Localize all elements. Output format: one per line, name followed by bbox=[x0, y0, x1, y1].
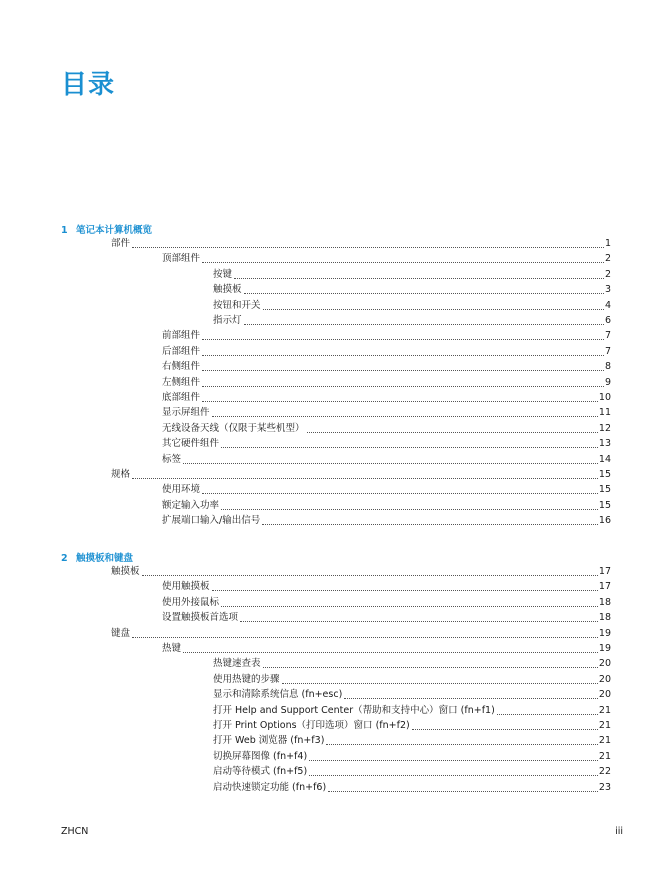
dot-leader bbox=[221, 594, 598, 607]
toc-entry[interactable] bbox=[162, 482, 611, 496]
page-title: 目录 bbox=[61, 70, 116, 100]
dot-leader bbox=[344, 686, 598, 699]
toc-entry-page: 1 bbox=[604, 238, 611, 249]
toc-entry-page: 18 bbox=[598, 612, 611, 623]
toc-entry-label: 额定输入功率 bbox=[162, 500, 220, 511]
toc-entry[interactable] bbox=[213, 313, 611, 327]
toc-entry-page: 2 bbox=[604, 269, 611, 280]
dot-leader bbox=[212, 578, 598, 591]
dot-leader bbox=[221, 435, 598, 448]
dot-leader bbox=[309, 763, 598, 776]
toc-entry[interactable] bbox=[213, 687, 611, 701]
chapter-title: 触摸板和键盘 bbox=[76, 553, 134, 564]
dot-leader bbox=[262, 512, 598, 525]
dot-leader bbox=[212, 404, 598, 417]
toc-entry-page: 8 bbox=[604, 361, 611, 372]
dot-leader bbox=[202, 358, 604, 371]
toc-entry[interactable] bbox=[213, 267, 611, 281]
dot-leader bbox=[132, 466, 598, 479]
toc-entry[interactable] bbox=[162, 436, 611, 450]
dot-leader bbox=[497, 702, 598, 715]
toc-entry-label: 热键速查表 bbox=[213, 658, 261, 669]
chapter-number: 2 bbox=[61, 553, 68, 564]
toc-entry[interactable] bbox=[162, 328, 611, 342]
dot-leader bbox=[132, 625, 598, 638]
toc-entry-page: 20 bbox=[598, 689, 611, 700]
toc-entry-page: 7 bbox=[604, 330, 611, 341]
footer-page-number: iii bbox=[615, 826, 623, 837]
dot-leader bbox=[282, 671, 598, 684]
toc-entry[interactable] bbox=[162, 405, 611, 419]
toc-entry[interactable] bbox=[111, 626, 611, 640]
toc-entry-label: 使用热键的步骤 bbox=[213, 674, 280, 685]
toc-entry[interactable] bbox=[162, 498, 611, 512]
toc-entry-page: 15 bbox=[598, 469, 611, 480]
toc-entry-label: 按键 bbox=[213, 269, 233, 280]
toc-entry-page: 19 bbox=[598, 628, 611, 639]
toc-entry-label: 前部组件 bbox=[162, 330, 201, 341]
dot-leader bbox=[142, 563, 598, 576]
dot-leader bbox=[244, 281, 604, 294]
toc-entry[interactable] bbox=[162, 344, 611, 358]
toc-entry[interactable] bbox=[162, 251, 611, 265]
toc-entry-label: 左侧组件 bbox=[162, 377, 201, 388]
toc-entry-page: 21 bbox=[598, 720, 611, 731]
toc-entry-page: 23 bbox=[598, 782, 611, 793]
toc-entry[interactable] bbox=[111, 564, 611, 578]
toc-entry-page: 21 bbox=[598, 705, 611, 716]
toc-entry-label: 启动快速锁定功能 (fn+f6) bbox=[213, 782, 327, 793]
toc-entry[interactable] bbox=[213, 282, 611, 296]
toc-entry-label: 热键 bbox=[162, 643, 182, 654]
toc-entry-page: 17 bbox=[598, 566, 611, 577]
toc-entry-label: 顶部组件 bbox=[162, 253, 201, 264]
footer-language: ZHCN bbox=[61, 826, 89, 837]
toc-entry-label: 部件 bbox=[111, 238, 131, 249]
toc-entry-page: 17 bbox=[598, 581, 611, 592]
dot-leader bbox=[244, 312, 604, 325]
toc-entry-page: 12 bbox=[598, 423, 611, 434]
toc-entry-page: 4 bbox=[604, 300, 611, 311]
toc-entry-label: 启动等待模式 (fn+f5) bbox=[213, 766, 308, 777]
toc-entry[interactable] bbox=[213, 298, 611, 312]
dot-leader bbox=[307, 420, 598, 433]
dot-leader bbox=[412, 717, 598, 730]
toc-entry-label: 右侧组件 bbox=[162, 361, 201, 372]
chapter-heading[interactable] bbox=[61, 222, 152, 236]
toc-entry[interactable] bbox=[213, 733, 611, 747]
dot-leader bbox=[202, 389, 598, 402]
toc-entry[interactable] bbox=[162, 375, 611, 389]
toc-entry-label: 其它硬件组件 bbox=[162, 438, 220, 449]
dot-leader bbox=[202, 327, 604, 340]
toc-entry-page: 20 bbox=[598, 674, 611, 685]
toc-entry-page: 15 bbox=[598, 500, 611, 511]
toc-entry-page: 9 bbox=[604, 377, 611, 388]
toc-entry[interactable] bbox=[213, 703, 611, 717]
toc-entry-page: 19 bbox=[598, 643, 611, 654]
toc-entry-page: 6 bbox=[604, 315, 611, 326]
toc-entry-label: 后部组件 bbox=[162, 346, 201, 357]
dot-leader bbox=[263, 297, 604, 310]
toc-entry[interactable] bbox=[213, 672, 611, 686]
toc-entry[interactable] bbox=[162, 390, 611, 404]
chapter-title: 笔记本计算机概览 bbox=[76, 225, 153, 236]
toc-entry[interactable] bbox=[213, 718, 611, 732]
dot-leader bbox=[309, 748, 598, 761]
toc-entry-label: 显示屏组件 bbox=[162, 407, 210, 418]
toc-entry[interactable] bbox=[213, 764, 611, 778]
toc-entry[interactable] bbox=[111, 467, 611, 481]
toc-entry[interactable] bbox=[162, 359, 611, 373]
toc-entry[interactable] bbox=[162, 513, 611, 527]
dot-leader bbox=[263, 655, 598, 668]
dot-leader bbox=[328, 779, 598, 792]
toc-entry-label: 使用触摸板 bbox=[162, 581, 210, 592]
toc-entry[interactable] bbox=[111, 236, 611, 250]
toc-entry[interactable] bbox=[213, 749, 611, 763]
toc-entry[interactable] bbox=[162, 595, 611, 609]
toc-entry-page: 18 bbox=[598, 597, 611, 608]
dot-leader bbox=[240, 609, 598, 622]
toc-entry[interactable] bbox=[162, 641, 611, 655]
toc-entry-page: 21 bbox=[598, 751, 611, 762]
toc-entry[interactable] bbox=[162, 421, 611, 435]
toc-entry[interactable] bbox=[162, 610, 611, 624]
toc-entry-label: 指示灯 bbox=[213, 315, 242, 326]
dot-leader bbox=[183, 451, 598, 464]
toc-entry-label: 设置触摸板首选项 bbox=[162, 612, 239, 623]
toc-entry-label: 触摸板 bbox=[213, 284, 242, 295]
toc-entry-label: 标签 bbox=[162, 454, 182, 465]
toc-entry-label: 使用环境 bbox=[162, 484, 201, 495]
toc-entry-page: 21 bbox=[598, 735, 611, 746]
toc-entry-page: 20 bbox=[598, 658, 611, 669]
chapter-number: 1 bbox=[61, 225, 68, 236]
toc-entry-label: 打开 Web 浏览器 (fn+f3) bbox=[213, 735, 325, 746]
toc-entry-page: 10 bbox=[598, 392, 611, 403]
dot-leader bbox=[326, 732, 598, 745]
dot-leader bbox=[202, 250, 604, 263]
toc-entry-label: 打开 Print Options（打印选项）窗口 (fn+f2) bbox=[213, 720, 410, 731]
toc-entry-label: 按钮和开关 bbox=[213, 300, 261, 311]
toc-entry-page: 11 bbox=[598, 407, 611, 418]
toc-entry[interactable] bbox=[162, 579, 611, 593]
toc-entry[interactable] bbox=[213, 656, 611, 670]
toc-entry[interactable] bbox=[213, 780, 611, 794]
toc-entry-label: 切换屏幕图像 (fn+f4) bbox=[213, 751, 308, 762]
toc-entry-label: 无线设备天线（仅限于某些机型） bbox=[162, 423, 305, 434]
toc-entry-label: 打开 Help and Support Center（帮助和支持中心）窗口 (fn+f1) bbox=[213, 705, 495, 716]
toc-entry-label: 显示和清除系统信息 (fn+esc) bbox=[213, 689, 343, 700]
chapter-heading[interactable] bbox=[61, 550, 133, 564]
toc-entry[interactable] bbox=[162, 452, 611, 466]
toc-entry-label: 键盘 bbox=[111, 628, 131, 639]
toc-entry-label: 底部组件 bbox=[162, 392, 201, 403]
toc-entry-label: 触摸板 bbox=[111, 566, 140, 577]
dot-leader bbox=[202, 374, 604, 387]
toc-entry-page: 15 bbox=[598, 484, 611, 495]
toc-entry-label: 使用外接鼠标 bbox=[162, 597, 220, 608]
toc-entry-label: 扩展端口输入/输出信号 bbox=[162, 515, 261, 526]
toc-entry-page: 2 bbox=[604, 253, 611, 264]
dot-leader bbox=[183, 640, 598, 653]
dot-leader bbox=[202, 343, 604, 356]
toc-entry-label: 规格 bbox=[111, 469, 131, 480]
dot-leader bbox=[132, 235, 604, 248]
toc-entry-page: 22 bbox=[598, 766, 611, 777]
toc-entry-page: 14 bbox=[598, 454, 611, 465]
dot-leader bbox=[202, 481, 598, 494]
toc-entry-page: 16 bbox=[598, 515, 611, 526]
toc-entry-page: 3 bbox=[604, 284, 611, 295]
toc-entry-page: 7 bbox=[604, 346, 611, 357]
dot-leader bbox=[221, 497, 598, 510]
toc-entry-page: 13 bbox=[598, 438, 611, 449]
dot-leader bbox=[234, 266, 604, 279]
